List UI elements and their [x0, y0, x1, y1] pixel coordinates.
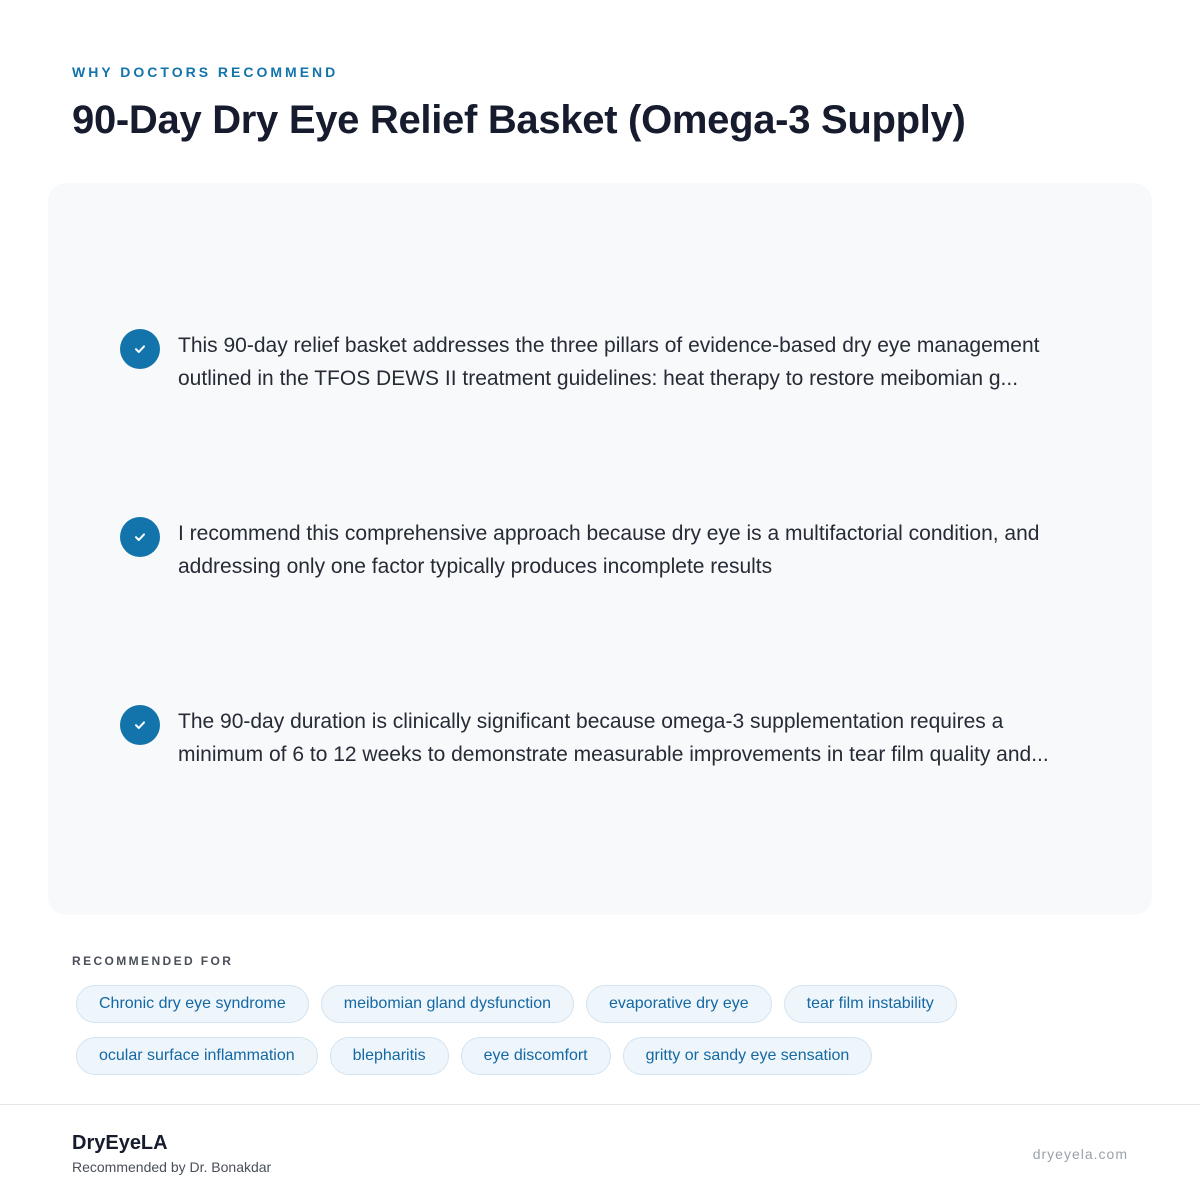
recommended-for-label: RECOMMENDED FOR — [72, 954, 234, 968]
reason-text: This 90-day relief basket addresses the three pillars of evidence-based dry eye management outlined in the TFOS DEWS II treatment guidelines: heat therapy to restore meibomian g... — [178, 334, 1040, 390]
reasons-card — [48, 183, 1152, 915]
reason-item — [120, 329, 1100, 395]
condition-tag[interactable]: blepharitis — [330, 1037, 449, 1075]
condition-tag[interactable]: tear film instability — [784, 985, 957, 1023]
condition-tag[interactable]: eye discomfort — [461, 1037, 611, 1075]
footer-divider — [0, 1104, 1200, 1105]
reason-text: I recommend this comprehensive approach because dry eye is a multifactorial condition, and addressing only one factor typically produces incomplete results — [178, 522, 1040, 578]
reason-item — [120, 705, 1100, 771]
reason-text: The 90-day duration is clinically significant because omega-3 supplementation requires a minimum of 6 to 12 weeks to demonstrate measurable improvements in tear film quality and... — [178, 710, 1049, 766]
site-url[interactable]: dryeyela.com — [1032, 1146, 1128, 1162]
checkmark-icon — [120, 705, 160, 745]
checkmark-icon — [120, 329, 160, 369]
condition-tag[interactable]: gritty or sandy eye sensation — [623, 1037, 873, 1075]
reason-item — [120, 517, 1100, 583]
page-title: 90-Day Dry Eye Relief Basket (Omega-3 Supply) — [72, 98, 966, 142]
tag-row — [76, 1037, 1136, 1075]
condition-tag[interactable]: ocular surface inflammation — [76, 1037, 318, 1075]
eyebrow-label: WHY DOCTORS RECOMMEND — [72, 64, 339, 80]
condition-tag[interactable]: Chronic dry eye syndrome — [76, 985, 309, 1023]
tag-row — [76, 985, 1136, 1023]
brand-name: DryEyeLA — [72, 1132, 168, 1154]
doctor-byline: Recommended by Dr. Bonakdar — [72, 1159, 272, 1175]
condition-tags — [76, 985, 1136, 1089]
condition-tag[interactable]: evaporative dry eye — [586, 985, 772, 1023]
condition-tag[interactable]: meibomian gland dysfunction — [321, 985, 574, 1023]
checkmark-icon — [120, 517, 160, 557]
